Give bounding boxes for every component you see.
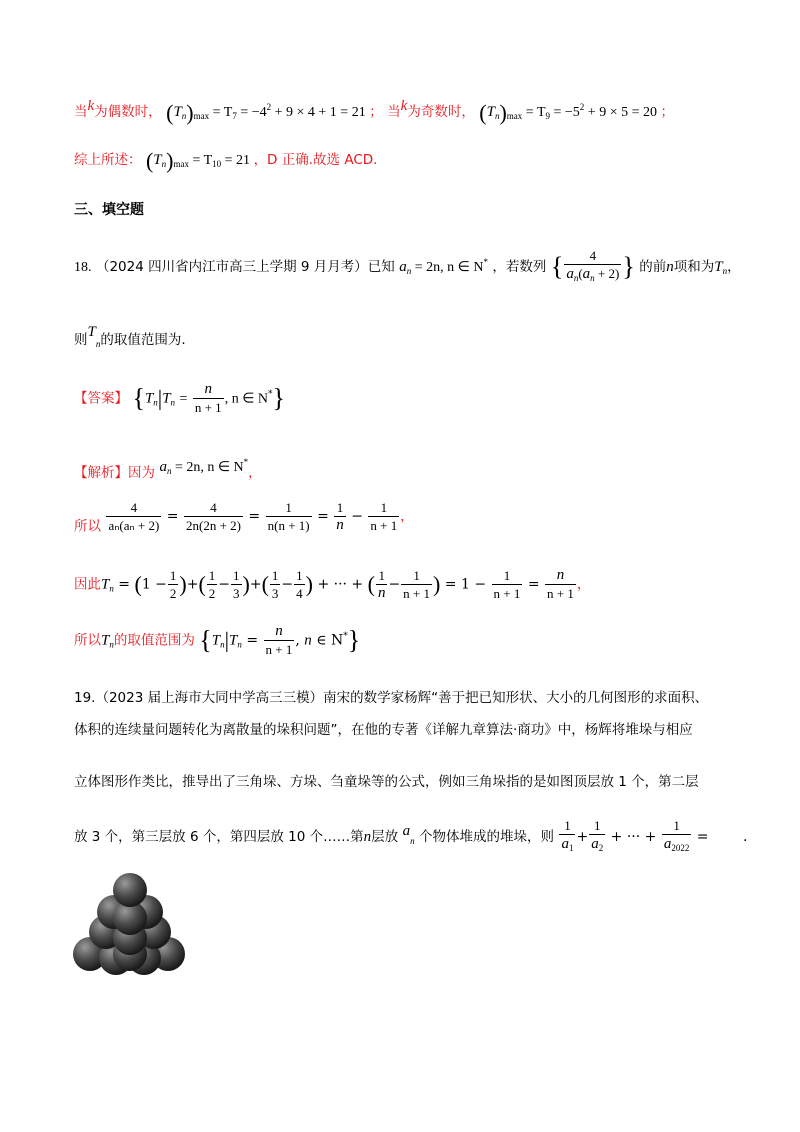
sub: max [193, 111, 210, 121]
num: n [556, 567, 565, 583]
eq: = 1 − [444, 576, 487, 593]
num: 1 [380, 500, 388, 515]
formula-total: $(T_n)_{max} = T_{10} = 21$ [145, 147, 251, 173]
sub: 2022 [671, 843, 690, 853]
eq: = −5 [553, 105, 580, 120]
text: 为偶数时， [94, 104, 162, 120]
num: 1 [336, 500, 344, 515]
answer-fraction [193, 382, 224, 415]
den: n [377, 585, 386, 601]
var: T [144, 390, 154, 407]
eq: = T [212, 105, 233, 120]
num: 4 [210, 500, 217, 515]
frac-1 [106, 500, 161, 533]
text: 因为 [128, 465, 155, 481]
var-a: a [402, 823, 411, 839]
solution-line-even-odd [74, 96, 674, 126]
sub: 7 [232, 111, 237, 121]
var-k: k [400, 98, 408, 114]
den: n + 1 [547, 586, 574, 601]
eq: 1 − [141, 576, 167, 593]
text: ，若数列 [492, 259, 547, 275]
eq: = T [525, 105, 546, 120]
eq: = 2n, n ∈ N [414, 260, 484, 275]
var-T: T [714, 259, 723, 275]
text: ； [660, 104, 674, 120]
sup: 2 [579, 102, 585, 112]
text: 综上所述： [74, 152, 142, 168]
eq: = −4 [240, 105, 267, 120]
solution-conclusion [74, 147, 378, 174]
num: 1 [285, 500, 292, 515]
section-title: 三、填空题 [74, 202, 144, 218]
text: 因此 [74, 576, 101, 593]
frac-3 [266, 500, 312, 533]
analysis-line: 【解析】因为 $a_n = 2n$, n ∈ N*， [74, 457, 262, 481]
sub: n [181, 111, 187, 121]
eq: = [696, 829, 709, 845]
text: 当 [387, 104, 401, 120]
var-k: k [87, 98, 95, 114]
text: 当 [74, 104, 88, 120]
text: ； [369, 104, 383, 120]
den: n + 1 [403, 586, 431, 601]
eq: , n ∈ N [224, 391, 268, 407]
question-source: （2024 四川省内江市高三上学期 9 月月考）已知 [95, 259, 395, 275]
eq: = 2n, n ∈ N [174, 460, 244, 475]
text: ， [576, 576, 591, 593]
text: 的前 [639, 259, 667, 275]
text: 放 3 个，第三层放 6 个，第四层放 10 个……第 [74, 829, 364, 845]
text: 的取值范围为. [100, 332, 186, 348]
var-n: n [363, 829, 372, 845]
sub: 10 [212, 159, 222, 169]
question-number: 18. [74, 260, 92, 275]
var-n: n [666, 259, 674, 275]
text: 层放 [371, 829, 399, 845]
frac-4 [334, 500, 346, 533]
eq: = T [192, 153, 213, 168]
eq: + 9 × 4 + 1 = 21 [274, 105, 366, 120]
text: ， [727, 259, 741, 275]
question-19-line3: 立体图形作类比，推导出了三角垛、方垛、刍童垛等的公式，例如三角垛指的是如图顶层放 1 个，第二层 [74, 774, 699, 790]
text: 则 [74, 332, 88, 348]
text: ， [400, 508, 414, 525]
eq: + ··· + [317, 576, 364, 593]
den: 2n(2n + 2) [185, 518, 241, 533]
text: ， [248, 465, 262, 481]
eq: = 21 [224, 153, 251, 168]
analysis-tag: 【解析】 [74, 465, 128, 481]
frac-2 [184, 500, 243, 533]
question-19-line4: 放 3 个，第三层放 6 个，第四层放 10 个……第n层放 $a_n$ 个物体堆成的堆垛，则 $\frac{1}{a_1}$ + $\frac{1}{a_2}$ + ··· + $\frac{1}{a_{2022}}$ = . [74, 818, 747, 856]
text: 项和为 [673, 259, 715, 275]
formula-even: $(T_n)_{max} = T_7 = -4^2 + 9 \times 4 + 1 = 21$ [166, 99, 366, 125]
num: 4 [130, 500, 138, 515]
text: 的取值范围为 [113, 632, 195, 649]
sup: 2 [266, 102, 272, 112]
text: ，D 正确.故选 ACD. [253, 152, 378, 168]
text: . [742, 829, 748, 845]
sub: 1 [568, 843, 574, 853]
num: 4 [589, 248, 597, 263]
den: 3 [233, 586, 240, 601]
question-18-cont: 则$T_n$的取值范围为. [74, 324, 186, 349]
sup: * [483, 257, 488, 267]
sequence-fraction: $\frac{4}{a_n(a_n + 2)}$ [564, 248, 621, 286]
den: n + 1 [370, 518, 398, 533]
formula-odd: $(T_n)_{max} = T_9 = -5^2 + 9 \times 5 = 20$ [479, 99, 657, 125]
num: n [204, 381, 213, 397]
frac-5 [368, 500, 399, 533]
question-19-line1: 19.（2023 届上海市大同中学高三三模）南宋的数学家杨辉“善于把已知形状、大小的几何图形的求面积、 [74, 690, 709, 706]
answer-tag: 【答案】 [74, 390, 128, 407]
eq: + 9 × 5 = 20 [587, 105, 657, 120]
den: n(n + 1) [267, 518, 310, 533]
so-line: 所以 $\frac{4}{\text{aₙ(aₙ + 2)}}$ = $\frac{4}{2n(2n + 2)}$ = $\frac{1}{n(n + 1)}$ = $\frac{1}{n}$ − $\frac{1}{n + 1}$ ， [74, 500, 414, 535]
num: 1 [564, 818, 571, 833]
text: 所以 [74, 518, 101, 535]
ball [113, 873, 147, 907]
text: 所以 [74, 632, 101, 649]
den: n + 1 [194, 400, 222, 415]
den: 2 [169, 586, 177, 601]
answer-line: 【答案】 {$T_n|T_n$ = $\frac{n}{n + 1}$ , n ∈ N*} [74, 381, 285, 415]
question-19-line2: 体积的连续量问题转化为离散量的垛积问题”，在他的专著《详解九章算法·商功》中，杨辉将堆垛与相应 [74, 722, 693, 738]
sub: 9 [545, 111, 550, 121]
therefore-line: 因此$T_n = (1$ − $\frac{1}{2}$ )+( $\frac{1}{2}$ − $\frac{1}{3}$ )+( $\frac{1}{3}$ − $\frac{1}{4}$ ) + ··· + ( $\frac{1}{n}$ − $\frac{1}{n + 1}$ ) = 1 − $\frac{1}{n + 1}$ = $\frac{n}{n + 1}$ ， [74, 567, 591, 601]
triangular-pile-image [70, 868, 190, 978]
conclusion-line: 所以$T_n$的取值范围为 {$T_n|T_n$ = $\frac{n}{n + 1}$ , n ∈ N*} [74, 623, 361, 657]
text: 个物体堆成的堆垛，则 [419, 829, 555, 845]
question-18: 18. （2024 四川省内江市高三上学期 9 月月考）已知 $a_n = 2n$, n ∈ N* ，若数列 { $\frac{4}{a_n(a_n + 2)}$ } 的前n项和为$T_n$， [74, 248, 741, 286]
text: 为奇数时， [407, 104, 475, 120]
var: T [162, 390, 171, 407]
den: aₙ(aₙ + 2) [108, 518, 160, 533]
den: 4 [296, 586, 303, 601]
sub: 2 [598, 843, 604, 853]
eq: + ··· + [610, 829, 657, 845]
den: n [336, 517, 344, 533]
